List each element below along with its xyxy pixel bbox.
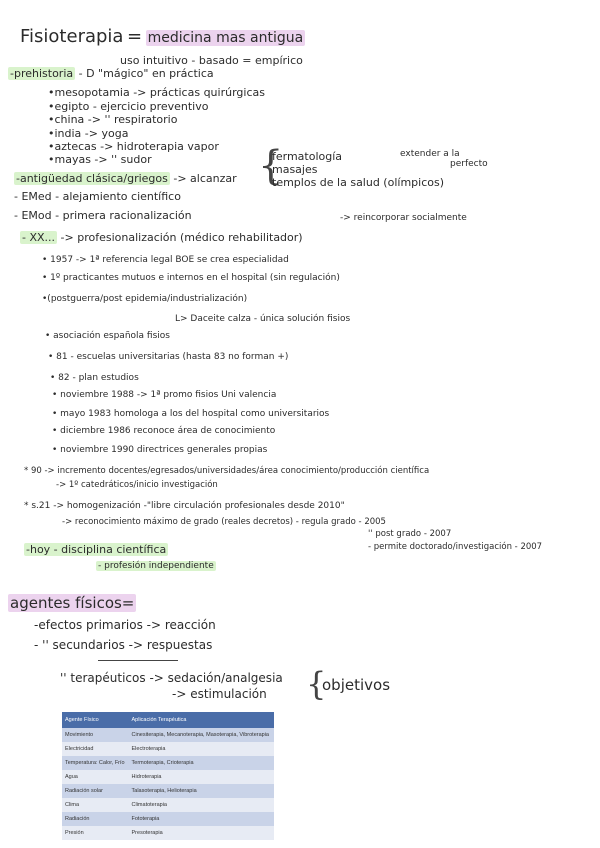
table-cell: Agua	[62, 770, 129, 784]
title-subtitle: medicina mas antigua	[147, 30, 304, 46]
xx-item: • 1957 -> 1ª referencia legal BOE se crea especialidad	[42, 255, 289, 265]
table-cell: Termoterapia, Crioterapia	[129, 756, 274, 770]
table-row	[62, 798, 274, 812]
divider	[98, 660, 178, 661]
xx-item: • diciembre 1986 reconoce área de conocimiento	[52, 426, 276, 436]
hoy-profesion: - profesión independiente	[98, 561, 214, 571]
civ-item: •egipto - ejercicio preventivo	[48, 100, 209, 113]
prehistoria-rest: - D "mágico" en práctica	[78, 67, 214, 80]
s21-line: - permite doctorado/investigación - 2007	[368, 542, 543, 552]
table-cell: Fototerapia	[129, 812, 274, 826]
edad-moderna: - EMod - primera racionalización	[14, 209, 192, 222]
table-cell: Movimiento	[62, 728, 129, 742]
antiguedad-note: perfecto	[450, 159, 488, 169]
civ-item: •india -> yoga	[48, 127, 129, 140]
objetivos-label: objetivos	[322, 676, 391, 694]
brace-icon: {	[258, 143, 284, 189]
antiguedad-rest: -> alcanzar	[173, 172, 237, 185]
hoy-line	[24, 543, 168, 556]
table-cell: Hidroterapia	[129, 770, 274, 784]
table-cell: Temperatura: Calor, Frío	[62, 756, 129, 770]
xx-item: • 82 - plan estudios	[50, 373, 139, 383]
xx-rest: -> profesionalización (médico rehabilitador)	[60, 231, 303, 244]
page-title: Fisioterapia	[20, 26, 124, 47]
civ-item: •mayas -> '' sudor	[48, 153, 152, 166]
prehistoria-label: -prehistoria	[10, 67, 74, 80]
table-cell: Radiación solar	[62, 784, 129, 798]
table-cell: Electricidad	[62, 742, 129, 756]
xx-item: • 81 - escuelas universitarias (hasta 83 no forman +)	[48, 352, 289, 362]
xx-item: • noviembre 1988 -> 1ª promo fisios Uni valencia	[52, 390, 277, 400]
antiguedad-item: templos de la salud (olímpicos)	[272, 176, 444, 189]
title-line	[20, 26, 305, 47]
table-row	[62, 770, 274, 784]
agentes-line	[8, 594, 136, 612]
noventa-line: -> 1º catedráticos/inicio investigación	[56, 480, 218, 490]
table-cell: Clima	[62, 798, 129, 812]
xx-item: •(postguerra/post epidemia/industrialización)	[42, 294, 248, 304]
xx-line	[20, 231, 303, 244]
xx-item: L> Daceite calza - única solución fisios	[175, 314, 351, 324]
s21-line: * s.21 -> homogenización -"libre circulación profesionales desde 2010"	[24, 501, 345, 511]
table-row	[62, 756, 274, 770]
agents-table	[62, 712, 274, 840]
title-equals: =	[126, 26, 143, 47]
xx-item: • noviembre 1990 directrices generales propias	[52, 445, 268, 455]
agentes-item: -efectos primarios -> reacción	[34, 618, 216, 632]
table-cell: Radiación	[62, 812, 129, 826]
prehistoria-note: uso intuitivo - basado = empírico	[120, 54, 303, 67]
table-header: Aplicación Terapéutica	[129, 712, 274, 728]
table-header: Agente Físico	[62, 712, 129, 728]
xx-label: - XX...	[22, 231, 56, 244]
table-row	[62, 812, 274, 826]
noventa-line: * 90 -> incremento docentes/egresados/universidades/área conocimiento/producción científica	[24, 466, 430, 476]
antiguedad-note: extender a la	[400, 149, 460, 159]
agentes-item: - '' secundarios -> respuestas	[34, 638, 213, 652]
table-cell: Talasoterapia, Helioterapia	[129, 784, 274, 798]
agentes-item: '' terapéuticos -> sedación/analgesia	[60, 671, 283, 685]
hoy-label: -hoy - disciplina científica	[26, 543, 167, 556]
table-cell: Electroterapia	[129, 742, 274, 756]
table-cell: Presoterapia	[129, 826, 274, 840]
civ-item: •aztecas -> hidroterapia vapor	[48, 140, 219, 153]
table-header-row	[62, 712, 274, 728]
table-row	[62, 728, 274, 742]
brace-icon: {	[306, 665, 327, 703]
hoy-line	[96, 560, 216, 573]
xx-item: • 1º practicantes mutuos e internos en el hospital (sin regulación)	[42, 273, 340, 283]
table-cell: Presión	[62, 826, 129, 840]
antiguedad-item: masajes	[272, 163, 318, 176]
s21-line: -> reconocimiento máximo de grado (reales decretos) - regula grado - 2005	[62, 517, 386, 527]
table-cell: Climatoterapia	[129, 798, 274, 812]
s21-line: '' post grado - 2007	[368, 529, 452, 539]
antiguedad-label: -antigüedad clásica/griegos	[16, 172, 168, 185]
table-row	[62, 826, 274, 840]
agentes-title: agentes físicos=	[10, 594, 135, 612]
civ-item: •china -> '' respiratorio	[48, 113, 178, 126]
table-row	[62, 784, 274, 798]
xx-item: • mayo 1983 homologa a los del hospital como universitarios	[52, 409, 330, 419]
edad-media: - EMed - alejamiento científico	[14, 190, 181, 203]
civ-item: •mesopotamia -> prácticas quirúrgicas	[48, 86, 265, 99]
table-row	[62, 742, 274, 756]
antiguedad-line	[14, 172, 237, 185]
table-cell: Cinesiterapia, Mecanoterapia, Masoterapia, Vibroterapia	[129, 728, 274, 742]
prehistoria-line	[8, 67, 214, 80]
antiguedad-item: fermatología	[272, 150, 343, 163]
xx-note: -> reincorporar socialmente	[340, 213, 467, 223]
agentes-item: -> estimulación	[172, 687, 267, 701]
xx-item: • asociación española fisios	[45, 331, 170, 341]
